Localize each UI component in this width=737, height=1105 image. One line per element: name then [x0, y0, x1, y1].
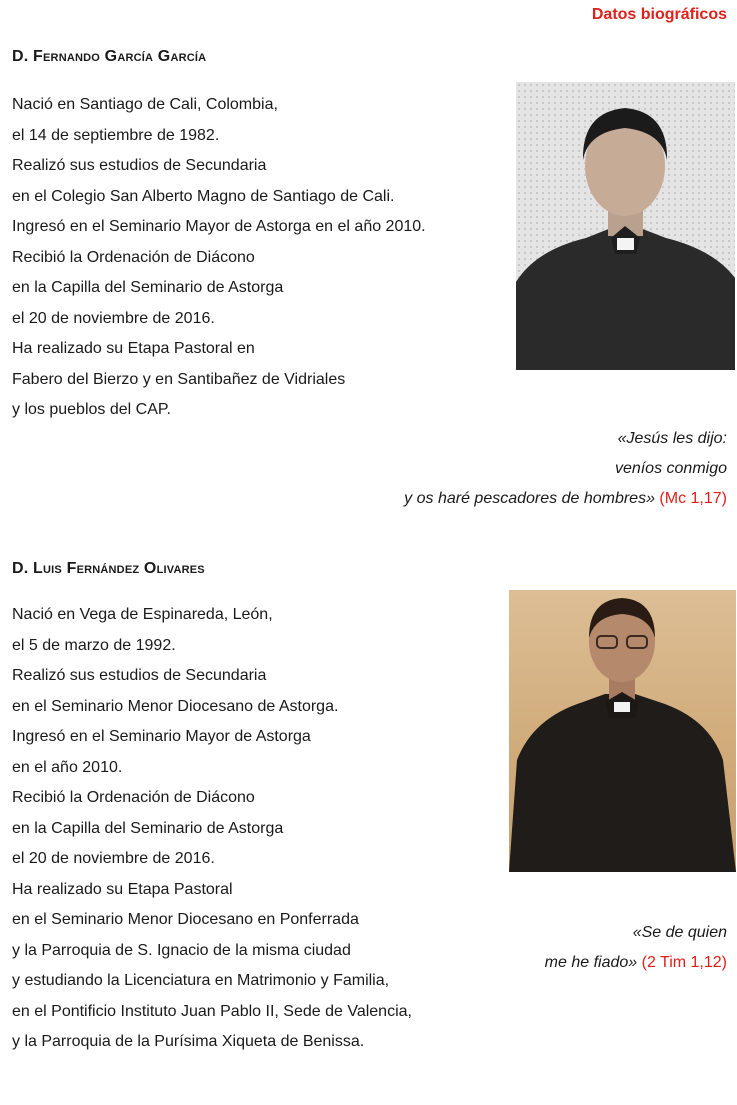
quote-line: «Se de quien [632, 924, 727, 941]
quote [404, 424, 727, 514]
quote-text: y os haré pescadores de hombres» [404, 490, 655, 507]
bio-line: Ingresó en el Seminario Mayor de Astorga [12, 728, 311, 745]
portrait-photo [516, 82, 735, 370]
bio-line: en el Pontificio Instituto Juan Pablo II, Sede de Valencia, [12, 1002, 412, 1020]
quote-reference: (2 Tim 1,12) [641, 954, 727, 971]
bio-line: el 20 de noviembre de 2016. [12, 309, 215, 327]
quote-line [404, 484, 727, 514]
bio-line: en la Capilla del Seminario de Astorga [12, 819, 284, 837]
quote-line: «Jesús les dijo: [617, 430, 727, 447]
bio-line: en la Capilla del Seminario de Astorga [12, 279, 284, 296]
quote-line [545, 948, 727, 978]
bio-line: Recibió la Ordenación de Diácono [12, 248, 255, 266]
bio-line: Ha realizado su Etapa Pastoral en [12, 340, 255, 357]
quote-text: me he fiado» [544, 954, 638, 971]
bio-line: el 14 de septiembre de 1982. [12, 126, 220, 144]
person-bio [12, 90, 426, 426]
bio-line: y estudiando la Licenciatura en Matrimonio y Familia, [12, 972, 390, 989]
section-header: Datos biográficos [591, 6, 727, 23]
bio-line: el 20 de noviembre de 2016. [12, 850, 215, 867]
bio-line: en el Seminario Menor Diocesano en Ponferrada [12, 911, 359, 928]
person-name: D. Luis Fernández Olivares [12, 560, 205, 577]
bio-line: Realizó sus estudios de Secundaria [12, 157, 267, 174]
bio-line: el 5 de marzo de 1992. [12, 636, 176, 654]
bio-line: Nació en Vega de Espinareda, León, [12, 606, 273, 623]
bio-line: Recibió la Ordenación de Diácono [12, 789, 255, 806]
portrait-photo [509, 590, 736, 872]
bio-line: Realizó sus estudios de Secundaria [12, 667, 267, 684]
quote-line: veníos conmigo [614, 460, 727, 477]
bio-line: y los pueblos del CAP. [12, 401, 171, 418]
bio-line: Fabero del Bierzo y en Santibañez de Vidriales [12, 370, 346, 388]
bio-line: en el Colegio San Alberto Magno de Santiago de Cali. [12, 187, 395, 205]
person-bio [12, 600, 412, 1058]
bio-line: en el Seminario Menor Diocesano de Astorga. [12, 697, 339, 715]
quote-reference: (Mc 1,17) [659, 490, 727, 507]
bio-line: en el año 2010. [12, 758, 123, 776]
bio-line: Nació en Santiago de Cali, Colombia, [12, 96, 278, 113]
person-name: D. Fernando García García [12, 48, 207, 65]
bio-line: y la Parroquia de S. Ignacio de la misma ciudad [12, 941, 351, 959]
bio-line: y la Parroquia de la Purísima Xiqueta de Benissa. [12, 1033, 365, 1050]
bio-line: Ingresó en el Seminario Mayor de Astorga en el año 2010. [12, 218, 426, 235]
bio-line: Ha realizado su Etapa Pastoral [12, 880, 233, 898]
quote [545, 918, 727, 978]
